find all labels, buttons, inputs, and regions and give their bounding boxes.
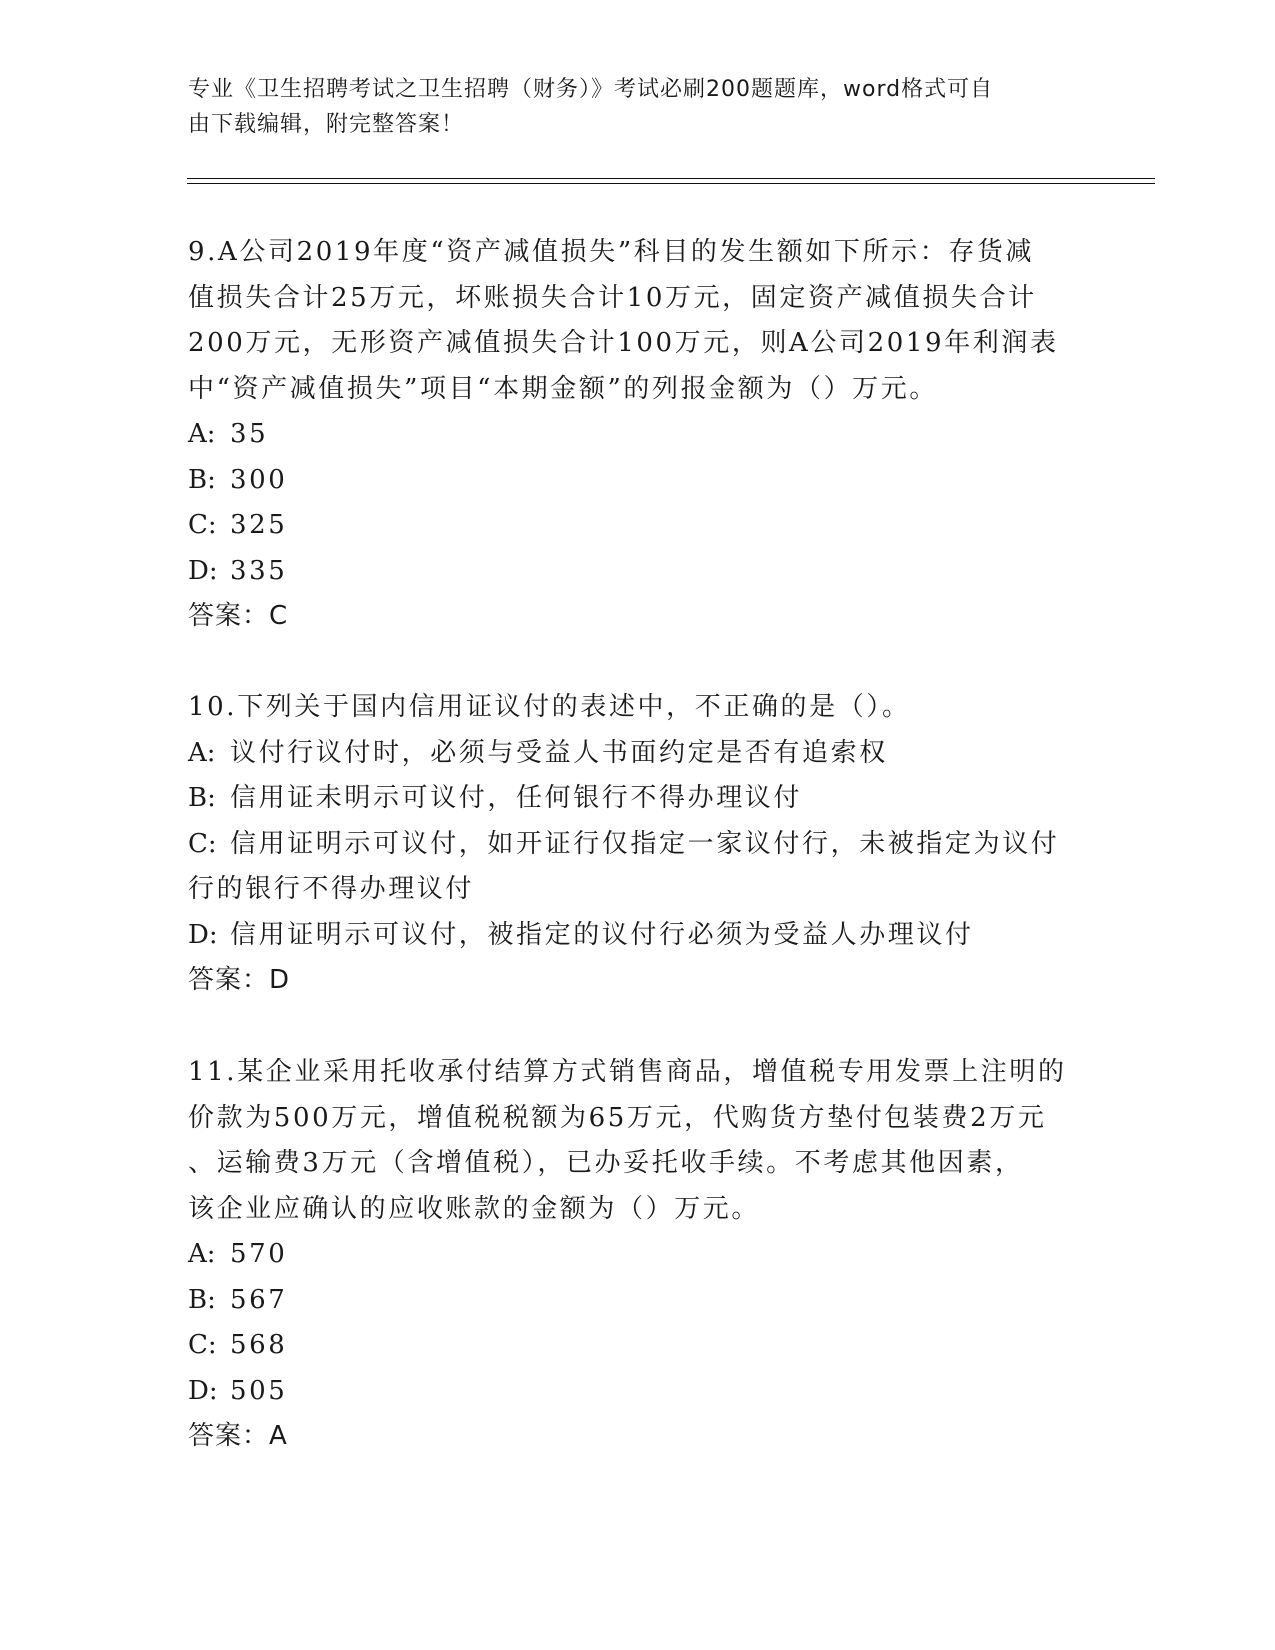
header-divider-bottom [187,183,1155,184]
option-a [188,412,1088,458]
stem-line: 10.下列关于国内信用证议付的表述中，不正确的是（）。 [188,692,911,722]
option-a [188,731,1088,777]
option-d [188,549,1088,595]
option-text: 信用证未明示可议付，任何银行不得办理议付 [230,783,803,813]
stem-line: 该企业应确认的应收账款的金额为（）万元。 [188,1193,761,1224]
question-10 [188,685,1088,1004]
option-c [188,1323,1088,1369]
stem-line: 值损失合计25万元，坏账损失合计10万元，固定资产减值损失合计 [188,282,1037,313]
option-text: 议付行议付时，必须与受益人书面约定是否有追索权 [230,737,888,768]
stem-line: 11.某企业采用托收承付结算方式销售商品，增值税专用发票上注明的 [188,1057,1067,1087]
stem-line: 200万元，无形资产减值损失合计100万元，则A公司2019年利润表 [188,328,1059,358]
option-c [188,503,1088,549]
stem-line: 中“资产减值损失”项目“本期金额”的列报金额为（）万元。 [188,373,938,404]
option-label: C: [188,1330,217,1360]
option-text: 505 [230,1375,288,1406]
option-d [188,913,1088,959]
answer: 答案：A [188,1421,288,1451]
option-label: A: [188,1239,216,1269]
question-stem [188,1050,1088,1232]
option-text: 300 [230,464,288,495]
stem-line: 价款为500万元，增值税税额为65万元，代购货方垫付包装费2万元 [188,1102,1047,1133]
option-label: D: [188,919,218,950]
option-text: 568 [230,1330,288,1360]
option-label: C: [188,510,217,540]
option-label: A: [188,419,216,449]
option-c [188,822,1088,868]
question-9 [188,230,1088,640]
option-b [188,458,1088,504]
option-label: D: [188,1375,218,1406]
answer: 答案：D [188,965,291,995]
option-text: 信用证明示可议付，被指定的议付行必须为受益人办理议付 [230,919,974,950]
question-stem [188,230,1088,412]
answer: 答案：C [188,601,289,631]
question-11 [188,1050,1088,1460]
option-text: 567 [230,1284,288,1315]
option-b [188,1278,1088,1324]
option-label: B: [188,783,216,813]
option-text: 35 [230,419,269,449]
option-b [188,776,1088,822]
stem-line: 9.A公司2019年度“资产减值损失”科目的发生额如下所示：存货减 [188,237,1035,267]
header-line-2: 由下载编辑，附完整答案！ [188,112,465,137]
option-label: C: [188,828,217,859]
option-a [188,1232,1088,1278]
option-label: A: [188,737,216,768]
option-c-continued: 行的银行不得办理议付 [188,874,475,904]
option-text: 335 [230,555,288,586]
option-label: B: [188,464,216,495]
option-text: 325 [230,510,288,540]
option-text: 信用证明示可议付，如开证行仅指定一家议付行，未被指定为议付 [230,828,1060,859]
option-text: 570 [230,1239,288,1269]
option-label: B: [188,1284,216,1315]
question-stem [188,685,1088,731]
header-line-1: 专业《卫生招聘考试之卫生招聘（财务）》考试必刷200题题库，word格式可自 [188,77,994,102]
header-divider-top [187,178,1155,179]
stem-line: 、运输费3万元（含增值税），已办妥托收手续。不考虑其他因素， [188,1148,1024,1178]
document-header [188,72,1068,142]
option-label: D: [188,555,218,586]
option-d [188,1369,1088,1415]
